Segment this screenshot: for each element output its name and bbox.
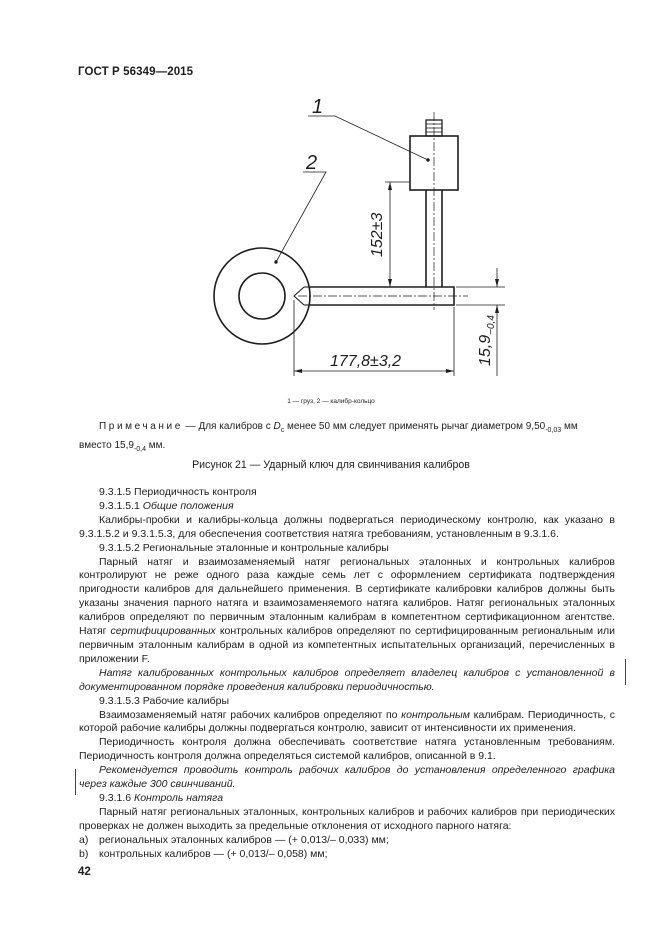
figure-note: Примечание — Для калибров с $D_c$ менее 50 мм следует применять рычаг диаметром $9,50_{-0,03}$ мм вместо $15,9_{-0,4}$ мм. bbox=[79, 421, 578, 453]
margin-change-bar bbox=[625, 659, 626, 685]
paragraph-italic: Натяг калиброванных контрольных калибров определяет владелец калибров с установленной в документированном порядке проведения калибровки периодичностью. bbox=[79, 666, 615, 693]
paragraph-italic: Рекомендуется проводить контроль рабочих калибров до установления определенного графика через каждые 300 свинчиваний. bbox=[79, 764, 615, 791]
note-word: Примечание bbox=[99, 421, 183, 432]
body-text bbox=[79, 486, 615, 861]
figure-caption: Рисунок 21 — Ударный ключ для свинчивания калибров bbox=[192, 459, 470, 471]
paragraph: Взаимозаменяемый натяг рабочих калибров определяют по контрольным калибрам. Периодичность, с которой рабочие калибры должны подвергаться контролю, зависит от интенсивности их применения. bbox=[79, 708, 615, 735]
leader-2 bbox=[276, 172, 326, 262]
section-93152: 9.3.1.5.2 Региональные эталонные и контрольные калибры bbox=[99, 541, 389, 554]
dim-diameter-label: $15,9_{-0,4}$ bbox=[477, 315, 497, 366]
paragraph: Парный натяг региональных эталонных, контрольных калибров и рабочих калибров при периодических проверках не должен выходить за предельные отклонения от исходного парного натяга: bbox=[79, 805, 615, 832]
dim-length-label: 177,8±3,2 bbox=[330, 353, 402, 370]
dim-height-label: 152±3 bbox=[369, 212, 386, 257]
section-9315: 9.3.1.5 Периодичность контроля bbox=[99, 486, 257, 498]
section-93153: 9.3.1.5.3 Рабочие калибры bbox=[99, 694, 230, 707]
list-item-a: а) региональных эталонных калибров — (+ 0,013/– 0,033) мм; bbox=[79, 833, 389, 846]
figure-impact-wrench bbox=[0, 0, 662, 400]
margin-change-bar bbox=[75, 769, 76, 795]
label-item-2: 2 bbox=[306, 152, 318, 174]
paragraph: Калибры-пробки и калибры-кольца должны подвергаться периодическому контролю, как указано в 9.3.1.5.2 и 9.3.1.5.3, для обеспечения соответствия натяга требованиям, установленным в 9.3.1.6. bbox=[79, 513, 615, 540]
ring-gauge-outer bbox=[214, 248, 310, 344]
figure-legend: 1 — груз, 2 — калибр-кольцо bbox=[287, 398, 375, 405]
section-9316: 9.3.1.6 Контроль натяга bbox=[99, 791, 224, 804]
section-93151: 9.3.1.5.1 Общие положения bbox=[99, 499, 234, 512]
paragraph: Периодичность контроля должна обеспечивать соответствие натяга установленным требованиям. Периодичность контроля должна определяться системой калибров, описанной в 9.1. bbox=[79, 736, 615, 763]
ring-gauge-inner bbox=[239, 273, 285, 319]
paragraph: Парный натяг и взаимозаменяемый натяг региональных эталонных и контрольных калибров контролируют не реже одного раза каждые семь лет с оформлением сертификата подтверждения пригодности калибров для дальнейшего применения. В сертификате калибровки калибров должны быть указаны значения парного натяга и взаимозаменяемого натяга калибров. Натяг региональных эталонных калибров определяют по первичным эталонным калибрам в компетентном сертификационном агентстве. Натяг сертифицированных контрольных калибров определяют по сертифицированным региональным или первичным эталонным калибрам в одной из компетентных испытательных организаций, перечисленных в приложении F. bbox=[79, 555, 615, 665]
page-number: 42 bbox=[78, 866, 91, 878]
list-item-b: b) контрольных калибров — (+ 0,013/– 0,058) мм; bbox=[79, 847, 328, 860]
label-item-1: 1 bbox=[312, 96, 324, 118]
document-header: ГОСТ Р 56349—2015 bbox=[78, 66, 194, 78]
